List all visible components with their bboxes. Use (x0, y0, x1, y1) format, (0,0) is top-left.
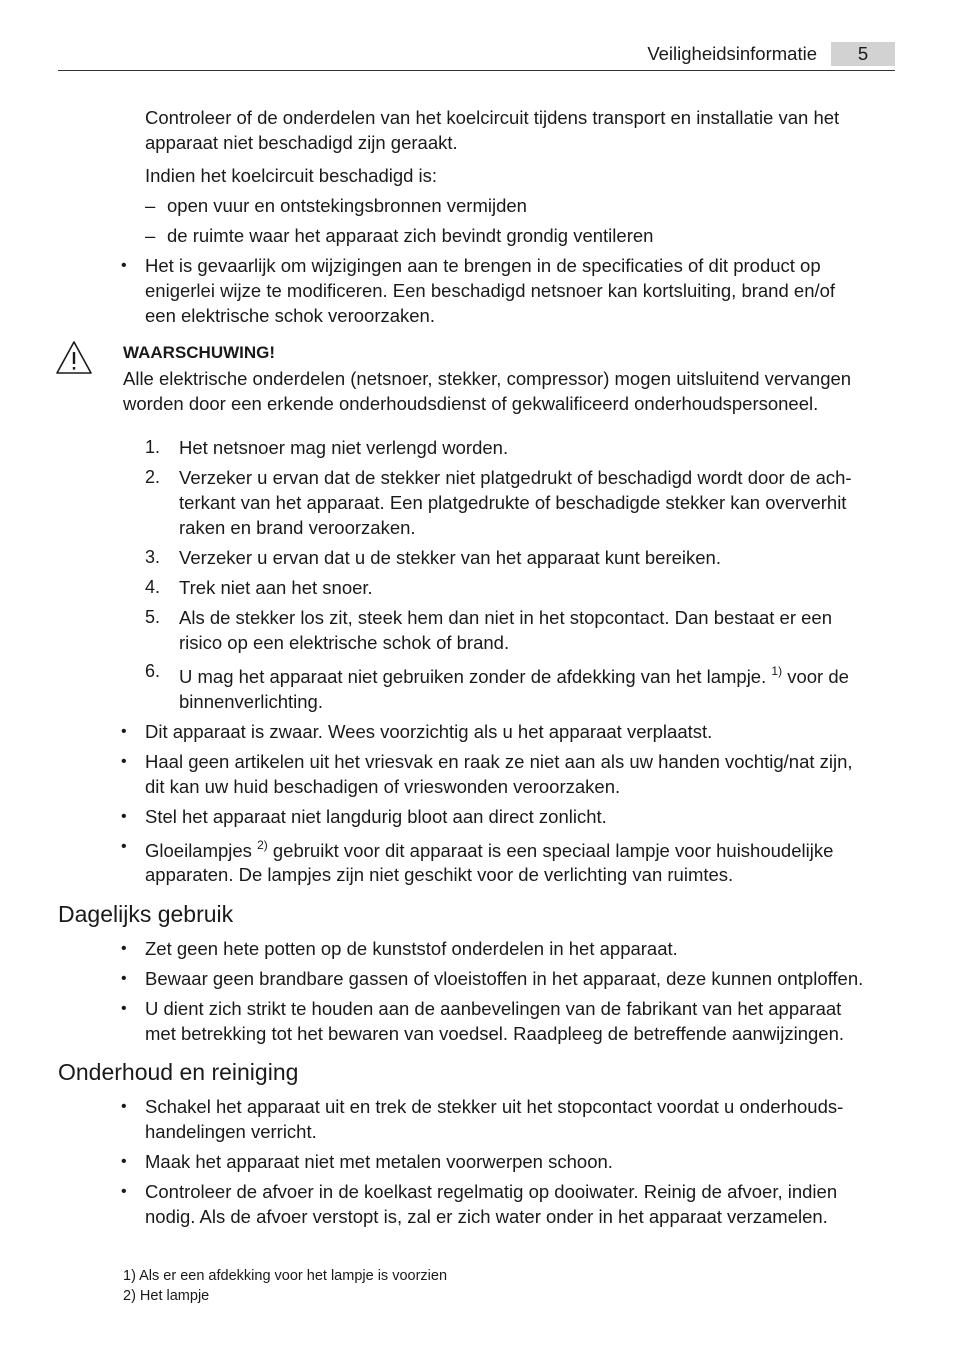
bullet-marker: • (121, 723, 127, 740)
footnote-ref: 2) (257, 838, 268, 852)
dash-marker: – (145, 195, 156, 216)
section-title: Veiligheidsinformatie (647, 43, 817, 64)
list-number: 4. (145, 577, 161, 597)
list-line: terkant van het apparaat. Een platgedrukte of beschadigde stekker kan oververhit (179, 492, 847, 513)
intro-line: apparaat niet beschadigd zijn geraakt. (145, 132, 458, 153)
list-line: Verzeker u ervan dat u de stekker van het apparaat kunt bereiken. (179, 547, 721, 568)
warning-line: Alle elektrische onderdelen (netsnoer, stekker, compressor) mogen uitsluitend vervangen (123, 368, 852, 389)
bullet-line: U dient zich strikt te houden aan de aanbevelingen van de fabrikant van het apparaat (145, 998, 842, 1019)
list-line: Als de stekker los zit, steek hem dan niet in het stopcontact. Dan bestaat er een (179, 607, 833, 628)
warning-line: worden door een erkende onderhoudsdienst of gekwalificeerd onderhoudspersoneel. (123, 393, 819, 414)
bullet-marker: • (121, 753, 127, 770)
list-line: risico op een elektrische schok of brand. (179, 632, 510, 653)
list-line: Het netsnoer mag niet verlengd worden. (179, 437, 509, 458)
bullet-line: Bewaar geen brandbare gassen of vloeistoffen in het apparaat, deze kunnen ontploffen. (145, 968, 864, 989)
list-number: 3. (145, 547, 161, 567)
dash-item: open vuur en ontstekingsbronnen vermijden (167, 195, 527, 216)
bullet-line: handelingen verricht. (145, 1121, 317, 1142)
section-heading-daily: Dagelijks gebruik (58, 901, 234, 927)
list-number: 1. (145, 437, 161, 457)
list-line: raken en brand veroorzaken. (179, 517, 416, 538)
dash-marker: – (145, 225, 156, 246)
list-number: 2. (145, 467, 161, 487)
dash-item: de ruimte waar het apparaat zich bevindt grondig ventileren (167, 225, 654, 246)
bullet-marker: • (121, 257, 127, 274)
header-rule (58, 70, 895, 71)
footnote: 1) Als er een afdekking voor het lampje is voorzien (123, 1268, 448, 1284)
section-heading-maintenance: Onderhoud en reiniging (58, 1059, 299, 1085)
bullet-line: Schakel het apparaat uit en trek de stekker uit het stopcontact voordat u onderhouds- (145, 1096, 844, 1117)
bullet-line: met betrekking tot het bewaren van voedsel. Raadpleeg de betreffende aanwijzingen. (145, 1023, 845, 1044)
warning-heading: WAARSCHUWING! (123, 343, 276, 362)
bullet-marker: • (121, 970, 127, 987)
bullet-line: enigerlei wijze te modificeren. Een beschadigd netsnoer kan kortsluiting, brand en/of (145, 280, 836, 301)
list-number: 5. (145, 607, 161, 627)
list-text: U mag het apparaat niet gebruiken zonder de afdekking van het lampje. (179, 666, 767, 687)
bullet-line: Controleer de afvoer in de koelkast regelmatig op dooiwater. Reinig de afvoer, indien (145, 1181, 838, 1202)
bullet-text: gebruikt voor dit apparaat is een speciaal lampje voor huishoudelijke (272, 840, 834, 861)
bullet-line: Stel het apparaat niet langdurig bloot aan direct zonlicht. (145, 806, 607, 827)
bullet-line: apparaten. De lampjes zijn niet geschikt voor de verlichting van ruimtes. (145, 864, 734, 885)
bullet-marker: • (121, 940, 127, 957)
bullet-marker: • (121, 1153, 127, 1170)
page-number: 5 (831, 42, 895, 66)
intro-line: Indien het koelcircuit beschadigd is: (145, 165, 438, 186)
bullet-marker: • (121, 808, 127, 825)
bullet-line: Maak het apparaat niet met metalen voorwerpen schoon. (145, 1151, 613, 1172)
bullet-line: dit kan uw huid beschadigen of vrieswonden veroorzaken. (145, 776, 621, 797)
list-number: 6. (145, 661, 161, 681)
bullet-line: Haal geen artikelen uit het vriesvak en raak ze niet aan als uw handen vochtig/nat zijn, (145, 751, 853, 772)
list-line: Verzeker u ervan dat de stekker niet platgedrukt of beschadigd wordt door de ach- (179, 467, 852, 488)
list-line: Trek niet aan het snoer. (179, 577, 373, 598)
list-line (179, 664, 849, 692)
bullet-marker: • (121, 1000, 127, 1017)
bullet-marker: • (121, 1098, 127, 1115)
footnote-ref: 1) (771, 664, 783, 678)
bullet-marker: • (121, 1183, 127, 1200)
bullet-marker: • (121, 838, 127, 855)
bullet-line: een elektrische schok veroorzaken. (145, 305, 435, 326)
list-line: binnenverlichting. (179, 691, 323, 712)
intro-line: Controleer of de onderdelen van het koelcircuit tijdens transport en installatie van het (145, 107, 840, 128)
footnote: 2) Het lampje (123, 1288, 210, 1304)
list-text: voor de (787, 666, 849, 687)
warning-triangle-icon (55, 340, 93, 376)
bullet-line: Zet geen hete potten op de kunststof onderdelen in het apparaat. (145, 938, 678, 959)
bullet-line: Dit apparaat is zwaar. Wees voorzichtig als u het apparaat verplaatst. (145, 721, 713, 742)
bullet-line: nodig. Als de afvoer verstopt is, zal er zich water onder in het apparaat verzamelen. (145, 1206, 828, 1227)
bullet-line: Het is gevaarlijk om wijzigingen aan te brengen in de specificaties of dit product op (145, 255, 821, 276)
bullet-text: Gloeilampjes (145, 840, 252, 861)
